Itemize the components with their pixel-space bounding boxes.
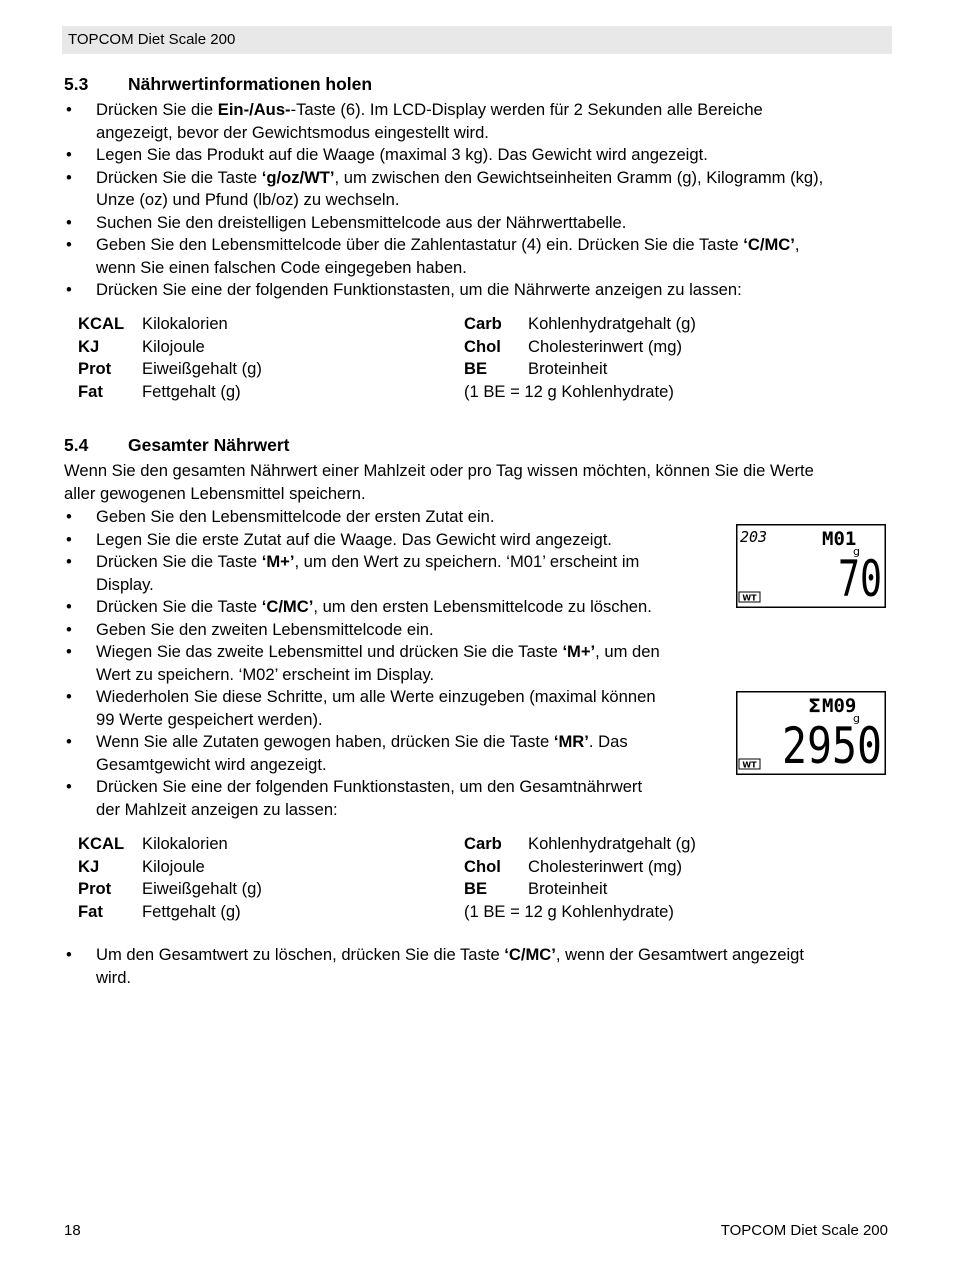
text-run: Display. xyxy=(96,574,154,594)
list-item xyxy=(64,641,724,686)
list-item xyxy=(64,279,894,302)
lcd-weight-value: 2950 xyxy=(782,717,882,775)
header-bar xyxy=(62,26,892,54)
text-run: , xyxy=(794,235,800,254)
lcd-mode-label: WT xyxy=(742,760,757,770)
text-run: , um den xyxy=(595,642,660,661)
section-title: Gesamter Nährwert xyxy=(128,435,290,455)
text-run: Suchen Sie den dreistelligen Lebensmittelcode aus der Nährwerttabelle. xyxy=(96,212,627,232)
legend-abbreviation: Chol xyxy=(464,856,501,876)
list-item xyxy=(64,596,724,619)
section-number: 5.3 xyxy=(64,74,89,94)
lcd-display-total xyxy=(736,691,886,775)
bold-key-label: Ein-/Aus- xyxy=(217,100,291,119)
list-item xyxy=(64,144,894,167)
bold-key-label: ‘g/oz/WT’ xyxy=(261,167,335,187)
section-5-4-intro xyxy=(64,460,894,505)
text-run: Geben Sie den Lebensmittelcode der ersten Zutat ein. xyxy=(96,507,495,526)
legend-note: (1 BE = 12 g Kohlenhydrate) xyxy=(464,901,674,921)
legend-abbreviation: KCAL xyxy=(78,834,125,853)
legend-abbreviation: Fat xyxy=(78,381,103,401)
list-item xyxy=(64,234,894,279)
legend-description: Kilojoule xyxy=(142,856,205,876)
text-run: Drücken Sie eine der folgenden Funktionstasten, um die Nährwerte anzeigen zu lassen: xyxy=(96,280,742,299)
legend-description: Cholesterinwert (mg) xyxy=(528,856,682,876)
legend-description: Kohlenhydratgehalt (g) xyxy=(528,834,696,853)
legend-row xyxy=(78,358,798,381)
text-run: Drücken Sie die Taste xyxy=(96,597,262,616)
legend-note: (1 BE = 12 g Kohlenhydrate) xyxy=(464,381,674,401)
bold-key-label: ‘M+’ xyxy=(562,642,596,661)
list-item xyxy=(64,686,724,731)
legend-description: Eiweißgehalt (g) xyxy=(142,359,262,378)
text-run: wenn Sie einen falschen Code eingegeben haben. xyxy=(96,257,467,277)
legend-description: Kohlenhydratgehalt (g) xyxy=(528,314,696,333)
section-5-4-heading xyxy=(64,434,289,457)
header-title: TOPCOM Diet Scale 200 xyxy=(68,31,236,48)
text-run: angezeigt, bevor der Gewichtsmodus eingestellt wird. xyxy=(96,122,489,142)
text-run: Unze (oz) und Pfund (lb/oz) zu wechseln. xyxy=(96,190,400,209)
text-run: , um den Wert zu speichern. ‘M01’ erscheint im xyxy=(294,552,640,571)
list-item xyxy=(64,99,894,144)
text-run: Wiegen Sie das zweite Lebensmittel und drücken Sie die Taste xyxy=(96,642,563,661)
text-run: der Mahlzeit anzeigen zu lassen: xyxy=(96,799,338,819)
section-number: 5.4 xyxy=(64,435,89,455)
legend-abbreviation: BE xyxy=(464,359,488,378)
list-item xyxy=(64,551,724,596)
bold-key-label: ‘M+’ xyxy=(261,552,295,571)
text-run: Geben Sie den zweiten Lebensmittelcode ein. xyxy=(96,619,434,639)
text-run: Drücken Sie die xyxy=(96,100,218,119)
bold-key-label: ‘C/MC’ xyxy=(504,945,556,964)
legend-abbreviation: Chol xyxy=(464,336,501,356)
section-5-4-final-bullet xyxy=(64,944,894,989)
list-item xyxy=(64,212,894,235)
list-item xyxy=(64,776,724,821)
intro-line: Wenn Sie den gesamten Nährwert einer Mahlzeit oder pro Tag wissen möchten, können Sie die Werte xyxy=(64,461,814,480)
text-run: Gesamtgewicht wird angezeigt. xyxy=(96,754,327,774)
text-run: Legen Sie die erste Zutat auf die Waage. Das Gewicht wird angezeigt. xyxy=(96,529,612,549)
list-item xyxy=(64,619,724,642)
legend-abbreviation: Carb xyxy=(464,314,502,333)
legend-description: Cholesterinwert (mg) xyxy=(528,336,682,356)
bold-key-label: ‘C/MC’ xyxy=(743,235,795,254)
list-item xyxy=(64,529,724,552)
legend-abbreviation: BE xyxy=(464,879,488,898)
text-run: Wiederholen Sie diese Schritte, um alle Werte einzugeben (maximal können xyxy=(96,687,656,706)
lcd-memory-label: M09 xyxy=(822,695,857,717)
legend-row xyxy=(78,878,798,901)
section-5-3-heading xyxy=(64,73,372,96)
legend-description: Kilokalorien xyxy=(142,834,228,853)
text-run: Geben Sie den Lebensmittelcode über die Zahlentastatur (4) ein. Drücken Sie die Taste xyxy=(96,235,744,254)
text-run: , um zwischen den Gewichtseinheiten Gramm (g), Kilogramm (kg), xyxy=(334,167,824,187)
legend-row xyxy=(78,833,798,856)
lcd-weight-value: 70 xyxy=(838,550,882,608)
legend-description: Broteinheit xyxy=(528,359,608,378)
legend-abbreviation: KJ xyxy=(78,336,100,356)
text-run: Legen Sie das Produkt auf die Waage (maximal 3 kg). Das Gewicht wird angezeigt. xyxy=(96,145,708,164)
lcd-unit: g xyxy=(853,545,860,558)
legend-row xyxy=(78,313,798,336)
legend-description: Fettgehalt (g) xyxy=(142,381,241,401)
page-number: 18 xyxy=(64,1222,81,1239)
text-run: Wert zu speichern. ‘M02’ erscheint im Display. xyxy=(96,664,435,684)
legend-row xyxy=(78,381,798,404)
legend-row xyxy=(78,336,798,359)
lcd-display-memory xyxy=(736,524,886,608)
legend-abbreviation: KCAL xyxy=(78,314,125,333)
text-run: wird. xyxy=(96,967,132,987)
text-run: 99 Werte gespeichert werden). xyxy=(96,709,323,729)
legend-abbreviation: Fat xyxy=(78,901,103,921)
text-run: , wenn der Gesamtwert angezeigt xyxy=(555,945,805,964)
text-run: , um den ersten Lebensmittelcode zu löschen. xyxy=(313,597,652,616)
list-item xyxy=(64,506,724,529)
legend-abbreviation: Carb xyxy=(464,834,502,853)
text-run: . Das xyxy=(588,732,628,751)
section-5-3-bullets xyxy=(64,99,894,302)
text-run: Um den Gesamtwert zu löschen, drücken Sie die Taste xyxy=(96,945,505,964)
footer-title: TOPCOM Diet Scale 200 xyxy=(720,1222,888,1239)
section-title: Nährwertinformationen holen xyxy=(128,74,373,94)
list-item xyxy=(64,167,894,212)
text-run: Drücken Sie die Taste xyxy=(96,552,262,571)
text-run: Drücken Sie eine der folgenden Funktionstasten, um den Gesamtnährwert xyxy=(96,777,643,796)
intro-line: aller gewogenen Lebensmittel speichern. xyxy=(64,483,366,503)
lcd-mode-label: WT xyxy=(742,593,757,603)
lcd-unit: g xyxy=(853,712,860,725)
legend-abbreviation: KJ xyxy=(78,856,100,876)
text-run: Drücken Sie die Taste xyxy=(96,167,262,187)
legend-description: Broteinheit xyxy=(528,879,608,898)
lcd-sigma-icon: Σ xyxy=(808,695,821,717)
section-5-4-bullets xyxy=(64,506,724,821)
text-run: Wenn Sie alle Zutaten gewogen haben, drücken Sie die Taste xyxy=(96,732,554,751)
legend-row xyxy=(78,856,798,879)
legend-description: Fettgehalt (g) xyxy=(142,901,241,921)
list-item xyxy=(64,731,724,776)
legend-abbreviation: Prot xyxy=(78,879,112,898)
lcd-memory-label: M01 xyxy=(822,528,857,550)
legend-description: Kilojoule xyxy=(142,336,205,356)
lcd-food-code: 203 xyxy=(740,528,768,546)
bold-key-label: ‘C/MC’ xyxy=(261,597,314,616)
bold-key-label: ‘MR’ xyxy=(553,732,589,751)
section-5-3-legend xyxy=(78,313,798,403)
list-item xyxy=(64,944,894,989)
legend-description: Eiweißgehalt (g) xyxy=(142,879,262,898)
text-run: -Taste (6). Im LCD-Display werden für 2 Sekunden alle Bereiche xyxy=(290,100,763,119)
legend-description: Kilokalorien xyxy=(142,314,228,333)
legend-abbreviation: Prot xyxy=(78,359,112,378)
legend-row xyxy=(78,901,798,924)
section-5-4-legend xyxy=(78,833,798,923)
